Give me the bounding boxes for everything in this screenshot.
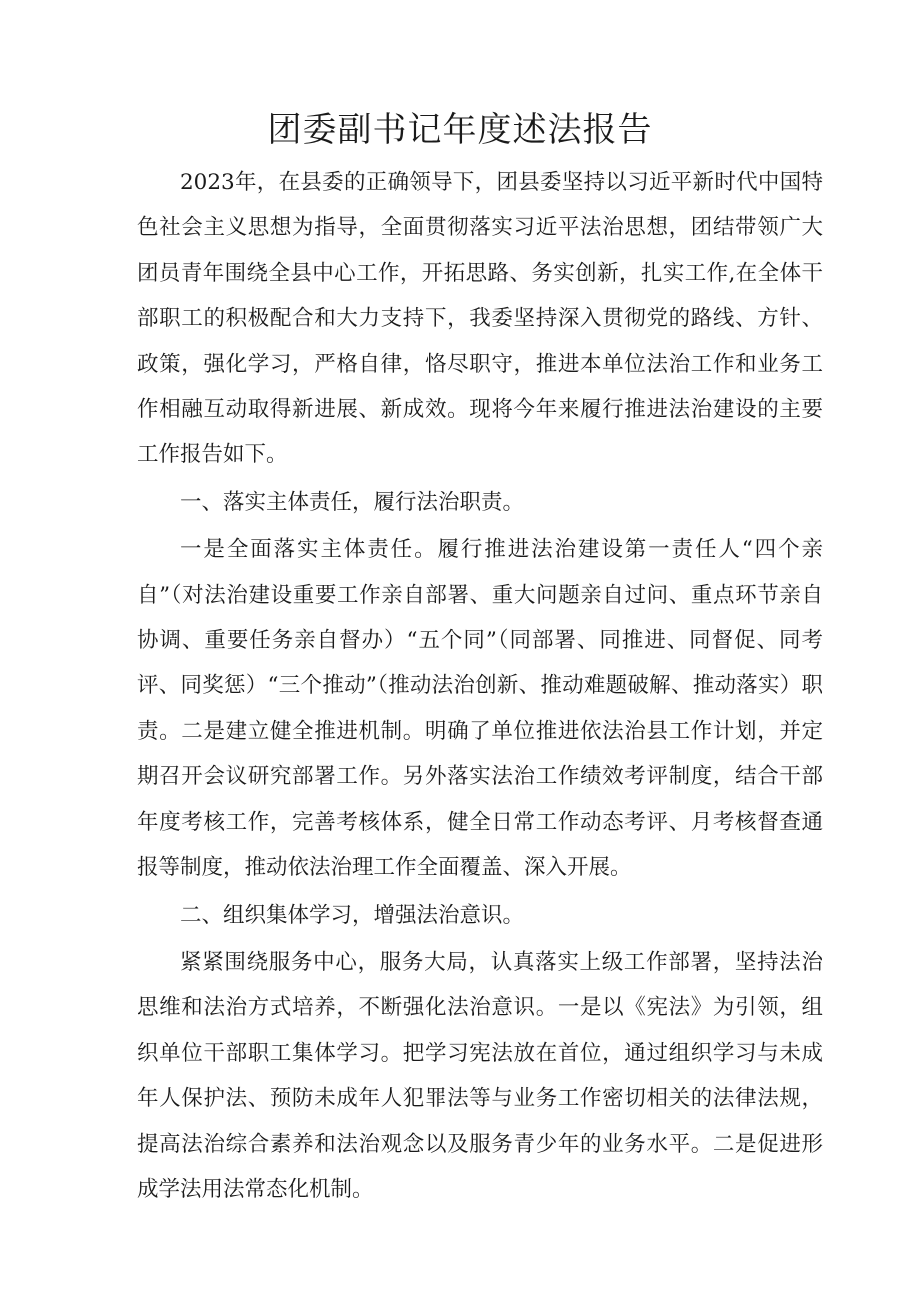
section-heading-1: 一、落实主体责任，履行法治职责。 — [180, 489, 525, 515]
paragraph-responsibility: 一是全面落实主体责任。履行推进法治建设第一责任人“四个亲自”（对法治建设重要工作亲自部署、重大问题亲自过问、重点环节亲自协调、重要任务亲自督办）“五个同”（同部署、同推进、同督促、同考评、同奖惩）“三个推动”（推动法治创新、推动难题破解、推动落实）职责。二是建立健全推进机制。明确了单位推进依法治县工作计划，并定期召开会议研究部署工作。另外落实法治工作绩效考评制度，结合干部年度考核工作，完善考核体系，健全日常工作动态考评、月考核督查通报等制度，推动依法治理工作全面覆盖、深入开展。 — [137, 537, 823, 881]
document-body — [137, 160, 823, 1214]
document-title: 团委副书记年度述法报告 — [267, 110, 653, 150]
paragraph-intro: 2023年，在县委的正确领导下，团县委坚持以习近平新时代中国特色社会主义思想为指导，全面贯彻落实习近平法治思想，团结带领广大团员青年围绕全县中心工作，开拓思路、务实创新，扎实工作,在全体干部职工的积极配合和大力支持下，我委坚持深入贯彻党的路线、方针、政策，强化学习，严格自律，恪尽职守，推进本单位法治工作和业务工作相融互动取得新进展、新成效。现将今年来履行推进法治建设的主要工作报告如下。 — [137, 170, 823, 468]
paragraph-study: 紧紧围绕服务中心，服务大局，认真落实上级工作部署，坚持法治思维和法治方式培养，不断强化法治意识。一是以《宪法》为引领，组织单位干部职工集体学习。把学习宪法放在首位，通过组织学习与未成年人保护法、预防未成年人犯罪法等与业务工作密切相关的法律法规，提高法治综合素养和法治观念以及服务青少年的业务水平。二是促进形成学法用法常态化机制。 — [137, 949, 823, 1202]
section-heading-2: 二、组织集体学习，增强法治意识。 — [180, 902, 525, 928]
